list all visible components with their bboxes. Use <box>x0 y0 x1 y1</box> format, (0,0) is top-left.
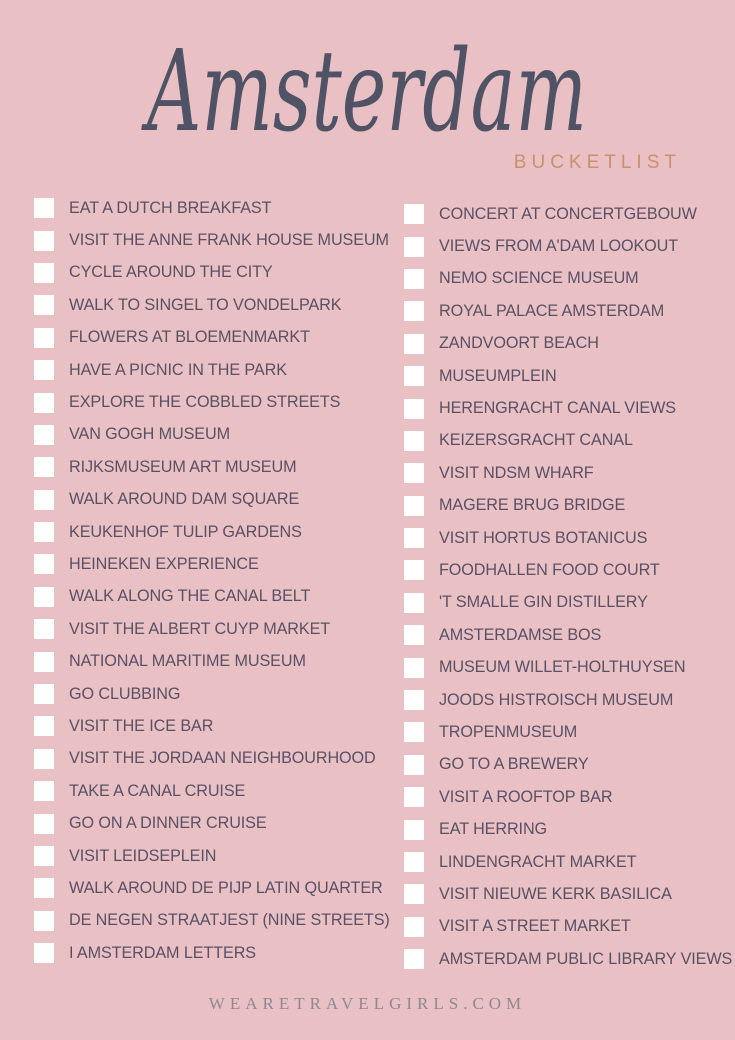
bucketlist-left-column <box>34 192 390 969</box>
bucketlist-item-label: NEMO SCIENCE MUSEUM <box>439 269 639 288</box>
bucketlist-item-label: HERENGRACHT CANAL VIEWS <box>439 399 676 418</box>
bucketlist-item <box>404 425 732 457</box>
bucketlist-item-label: EAT HERRING <box>439 820 548 839</box>
checkbox[interactable] <box>34 522 54 542</box>
checkbox[interactable] <box>404 787 424 807</box>
bucketlist-item-label: VISIT NDSM WHARF <box>439 463 594 482</box>
bucketlist-item-label: VISIT A STREET MARKET <box>439 917 631 936</box>
bucketlist-item-label: KEUKENHOF TULIP GARDENS <box>69 522 302 541</box>
bucketlist-item-label: VISIT NIEUWE KERK BASILICA <box>439 884 672 903</box>
bucketlist-item <box>34 257 390 289</box>
checkbox[interactable] <box>34 652 54 672</box>
checkbox[interactable] <box>34 554 54 574</box>
bucketlist-item <box>404 716 732 748</box>
checkbox[interactable] <box>34 328 54 348</box>
bucketlist-item <box>34 613 390 645</box>
bucketlist-item <box>404 619 732 651</box>
checkbox[interactable] <box>34 457 54 477</box>
bucketlist-item <box>404 522 732 554</box>
bucketlist-item <box>34 581 390 613</box>
bucketlist-item-label: VISIT THE ICE BAR <box>69 716 214 735</box>
bucketlist-item <box>34 937 390 969</box>
checkbox[interactable] <box>34 781 54 801</box>
bucketlist-item-label: HEINEKEN EXPERIENCE <box>69 554 259 573</box>
bucketlist-item-label: AMSTERDAMSE BOS <box>439 625 602 644</box>
bucketlist-item <box>34 840 390 872</box>
checkbox[interactable] <box>404 852 424 872</box>
bucketlist-item-label: VISIT LEIDSEPLEIN <box>69 846 217 865</box>
bucketlist-item-label: GO CLUBBING <box>69 684 181 703</box>
bucketlist-item <box>34 743 390 775</box>
checkbox[interactable] <box>34 490 54 510</box>
bucketlist-item-label: WALK TO SINGEL TO VONDELPARK <box>69 295 342 314</box>
bucketlist-item-label: MUSEUMPLEIN <box>439 366 557 385</box>
checkbox[interactable] <box>34 749 54 769</box>
bucketlist-item-label: I AMSTERDAM LETTERS <box>69 943 256 962</box>
bucketlist-item <box>404 457 732 489</box>
checkbox[interactable] <box>404 366 424 386</box>
bucketlist-item <box>404 781 732 813</box>
bucketlist-item-label: NATIONAL MARITIME MUSEUM <box>69 652 306 671</box>
checkbox[interactable] <box>34 231 54 251</box>
bucketlist-item <box>404 846 732 878</box>
bucketlist-item <box>404 911 732 943</box>
checkbox[interactable] <box>404 560 424 580</box>
bucketlist-item <box>404 554 732 586</box>
title-text: Amsterdam <box>140 27 587 157</box>
bucketlist-item-label: VISIT THE JORDAAN NEIGHBOURHOOD <box>69 749 376 768</box>
checkbox[interactable] <box>404 528 424 548</box>
checkbox[interactable] <box>404 334 424 354</box>
bucketlist-item-label: DE NEGEN STRAATJEST (NINE STREETS) <box>69 911 390 930</box>
checkbox[interactable] <box>404 301 424 321</box>
bucketlist-item-label: MAGERE BRUG BRIDGE <box>439 496 626 515</box>
checkbox[interactable] <box>34 263 54 283</box>
checkbox[interactable] <box>34 684 54 704</box>
bucketlist-item-label: FLOWERS AT BLOEMENMARKT <box>69 328 310 347</box>
bucketlist-item <box>404 878 732 910</box>
checkbox[interactable] <box>404 722 424 742</box>
checkbox[interactable] <box>404 690 424 710</box>
bucketlist-item <box>404 943 732 975</box>
checkbox[interactable] <box>34 911 54 931</box>
checkbox[interactable] <box>34 587 54 607</box>
bucketlist-item-label: CONCERT AT CONCERTGEBOUW <box>439 204 697 223</box>
bucketlist-item <box>34 419 390 451</box>
checkbox[interactable] <box>404 463 424 483</box>
checkbox[interactable] <box>404 269 424 289</box>
checkbox[interactable] <box>34 360 54 380</box>
bucketlist-item-label: VISIT A ROOFTOP BAR <box>439 787 613 806</box>
checkbox[interactable] <box>404 949 424 969</box>
checkbox[interactable] <box>404 204 424 224</box>
bucketlist-item <box>404 587 732 619</box>
checkbox[interactable] <box>404 431 424 451</box>
page-subtitle: BUCKETLIST <box>513 152 681 173</box>
bucketlist-item-label: AMSTERDAM PUBLIC LIBRARY VIEWS <box>439 949 733 968</box>
checkbox[interactable] <box>404 755 424 775</box>
bucketlist-item <box>34 775 390 807</box>
checkbox[interactable] <box>404 496 424 516</box>
bucketlist-item <box>34 872 390 904</box>
bucketlist-item-label: ZANDVOORT BEACH <box>439 334 599 353</box>
bucketlist-item <box>34 645 390 677</box>
checkbox[interactable] <box>34 814 54 834</box>
bucketlist-item <box>404 198 732 230</box>
bucketlist-item <box>404 749 732 781</box>
bucketlist-item-label: VISIT THE ANNE FRANK HOUSE MUSEUM <box>69 231 389 250</box>
bucketlist-item <box>404 328 732 360</box>
bucketlist-item <box>404 360 732 392</box>
checkbox[interactable] <box>404 237 424 257</box>
bucketlist-item-label: VISIT THE ALBERT CUYP MARKET <box>69 619 331 638</box>
bucketlist-item <box>34 322 390 354</box>
checkbox[interactable] <box>34 619 54 639</box>
bucketlist-item <box>34 386 390 418</box>
bucketlist-item <box>404 813 732 845</box>
checkbox[interactable] <box>34 943 54 963</box>
bucketlist-item <box>404 490 732 522</box>
bucketlist-item-label: HAVE A PICNIC IN THE PARK <box>69 360 287 379</box>
checkbox[interactable] <box>404 658 424 678</box>
bucketlist-item-label: RIJKSMUSEUM ART MUSEUM <box>69 457 297 476</box>
checkbox[interactable] <box>34 295 54 315</box>
bucketlist-item-label: CYCLE AROUND THE CITY <box>69 263 273 282</box>
bucketlist-item-label: FOODHALLEN FOOD COURT <box>439 560 660 579</box>
checkbox[interactable] <box>34 425 54 445</box>
bucketlist-item <box>34 224 390 256</box>
bucketlist-item <box>404 295 732 327</box>
bucketlist-item-label: WALK AROUND DE PIJP LATIN QUARTER <box>69 878 383 897</box>
bucketlist-item-label: TROPENMUSEUM <box>439 722 578 741</box>
bucketlist-item-label: VISIT HORTUS BOTANICUS <box>439 528 648 547</box>
checkbox[interactable] <box>34 846 54 866</box>
checkbox[interactable] <box>404 399 424 419</box>
bucketlist-item <box>34 484 390 516</box>
bucketlist-item-label: GO ON A DINNER CRUISE <box>69 814 267 833</box>
bucketlist-item-label: VAN GOGH MUSEUM <box>69 425 230 444</box>
bucketlist-item-label: EXPLORE THE COBBLED STREETS <box>69 393 341 412</box>
bucketlist-item-label: ROYAL PALACE AMSTERDAM <box>439 301 665 320</box>
bucketlist-item <box>34 905 390 937</box>
checkbox[interactable] <box>404 625 424 645</box>
bucketlist-item-label: WALK ALONG THE CANAL BELT <box>69 587 311 606</box>
checkbox[interactable] <box>34 878 54 898</box>
bucketlist-item <box>34 289 390 321</box>
bucketlist-item-label: EAT A DUTCH BREAKFAST <box>69 198 272 217</box>
bucketlist-item <box>34 548 390 580</box>
bucketlist-item-label: GO TO A BREWERY <box>439 755 589 774</box>
bucketlist-item <box>34 807 390 839</box>
bucketlist-item-label: LINDENGRACHT MARKET <box>439 852 637 871</box>
bucketlist-item-label: JOODS HISTROISCH MUSEUM <box>439 690 674 709</box>
checkbox[interactable] <box>404 917 424 937</box>
bucketlist-item <box>34 192 390 224</box>
bucketlist-item <box>34 451 390 483</box>
bucketlist-item <box>34 710 390 742</box>
bucketlist-item <box>404 651 732 683</box>
checkbox[interactable] <box>404 884 424 904</box>
checkbox[interactable] <box>34 198 54 218</box>
checkbox[interactable] <box>34 716 54 736</box>
bucketlist-item-label: KEIZERSGRACHT CANAL <box>439 431 633 450</box>
bucketlist-item <box>404 684 732 716</box>
bucketlist-item-label: TAKE A CANAL CRUISE <box>69 781 246 800</box>
footer-website: WEARETRAVELGIRLS.COM <box>208 994 527 1013</box>
bucketlist-item-label: VIEWS FROM A'DAM LOOKOUT <box>439 237 679 256</box>
bucketlist-right-column <box>404 198 732 975</box>
checkbox[interactable] <box>404 820 424 840</box>
bucketlist-item-label: 'T SMALLE GIN DISTILLERY <box>439 593 648 612</box>
checkbox[interactable] <box>34 393 54 413</box>
bucketlist-item-label: MUSEUM WILLET-HOLTHUYSEN <box>439 658 686 677</box>
bucketlist-item <box>404 230 732 262</box>
bucketlist-item <box>34 678 390 710</box>
bucketlist-item <box>404 392 732 424</box>
bucketlist-item <box>404 263 732 295</box>
bucketlist-item <box>34 354 390 386</box>
bucketlist-item-label: WALK AROUND DAM SQUARE <box>69 490 300 509</box>
checkbox[interactable] <box>404 593 424 613</box>
bucketlist-item <box>34 516 390 548</box>
